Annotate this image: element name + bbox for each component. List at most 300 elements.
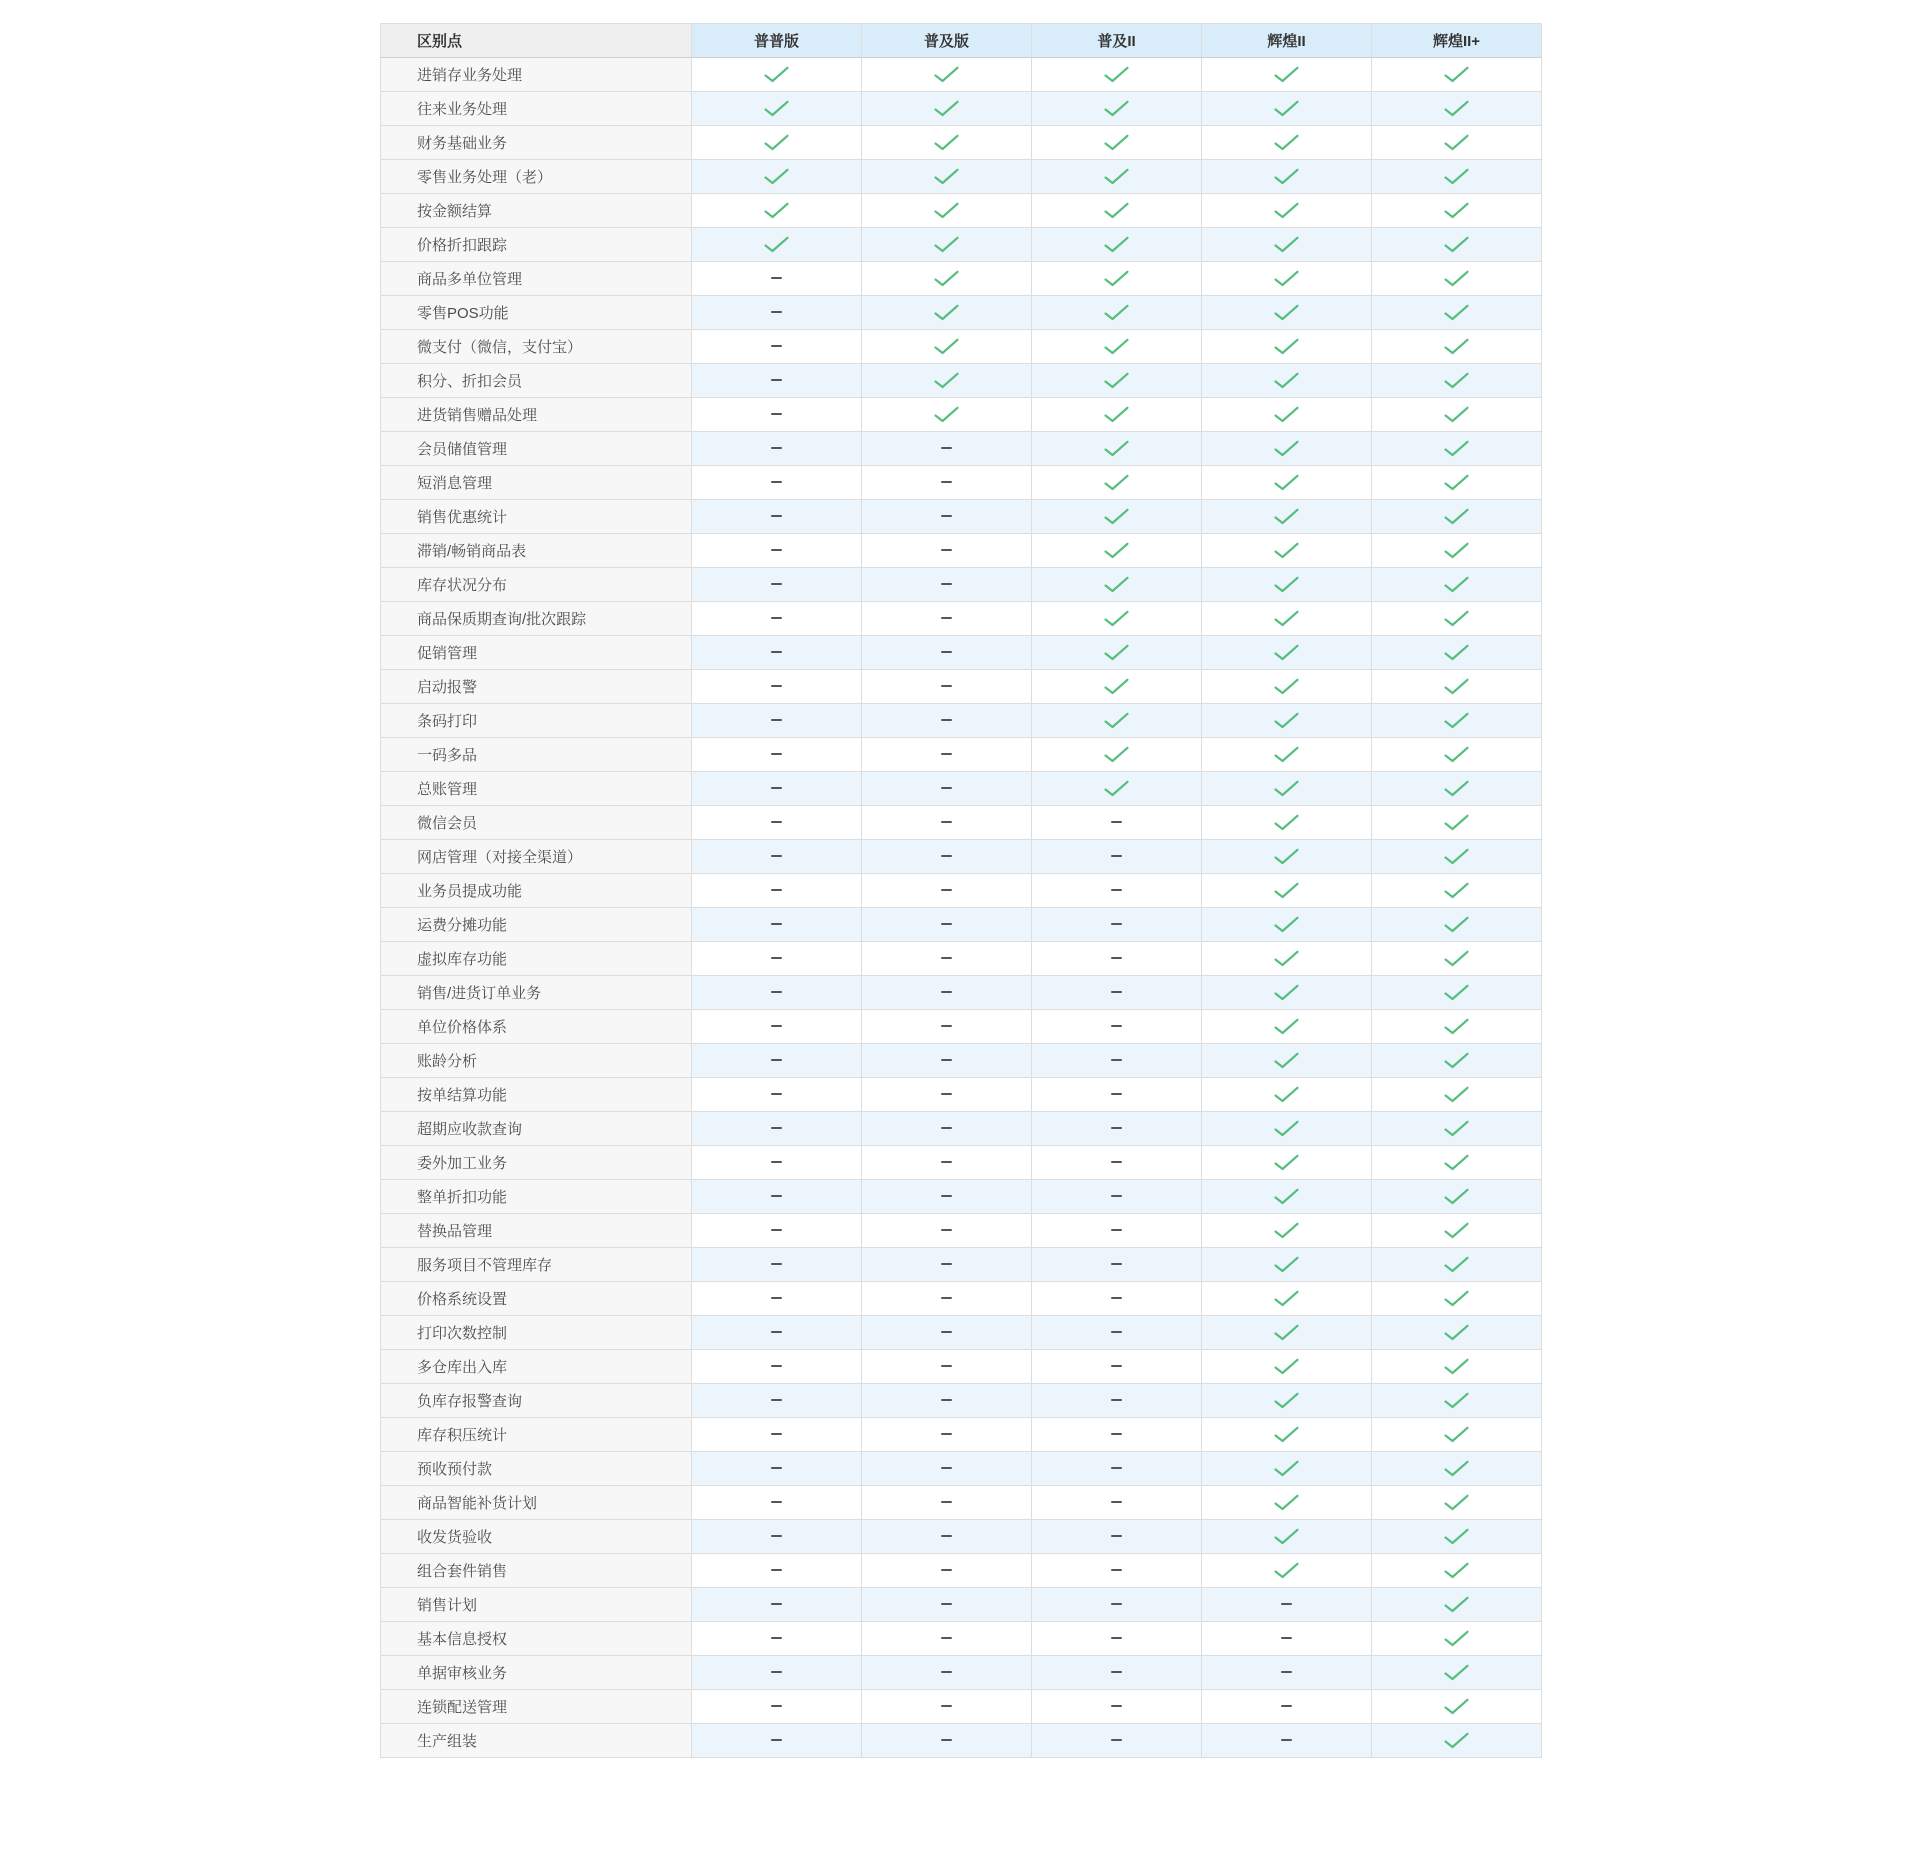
check-icon <box>1273 712 1300 729</box>
check-icon <box>1443 1086 1470 1103</box>
feature-label: 收发货验收 <box>381 1520 692 1554</box>
supported-cell <box>1372 228 1542 262</box>
dash-icon <box>941 1705 952 1707</box>
check-icon <box>1443 474 1470 491</box>
check-icon <box>1273 542 1300 559</box>
not-supported-cell <box>1032 874 1202 908</box>
check-icon <box>1273 100 1300 117</box>
table-row <box>381 1452 1542 1486</box>
not-supported-cell <box>862 1384 1032 1418</box>
not-supported-cell <box>692 1418 862 1452</box>
dash-icon <box>1281 1671 1292 1673</box>
supported-cell <box>862 160 1032 194</box>
not-supported-cell <box>862 500 1032 534</box>
supported-cell <box>1032 568 1202 602</box>
supported-cell <box>1032 92 1202 126</box>
not-supported-cell <box>1032 1214 1202 1248</box>
table-row <box>381 1486 1542 1520</box>
not-supported-cell <box>692 1316 862 1350</box>
supported-cell <box>1372 1554 1542 1588</box>
supported-cell <box>1202 874 1372 908</box>
dash-icon <box>771 1739 782 1741</box>
table-row <box>381 1214 1542 1248</box>
check-icon <box>1273 372 1300 389</box>
check-icon <box>1443 1052 1470 1069</box>
table-row <box>381 1690 1542 1724</box>
not-supported-cell <box>692 1350 862 1384</box>
supported-cell <box>862 228 1032 262</box>
feature-label: 短消息管理 <box>381 466 692 500</box>
not-supported-cell <box>862 1486 1032 1520</box>
dash-icon <box>941 991 952 993</box>
dash-icon <box>1111 1059 1122 1061</box>
dash-icon <box>941 1569 952 1571</box>
check-icon <box>1443 1494 1470 1511</box>
table-row <box>381 126 1542 160</box>
supported-cell <box>1372 364 1542 398</box>
supported-cell <box>1032 262 1202 296</box>
dash-icon <box>1111 1195 1122 1197</box>
dash-icon <box>1111 1025 1122 1027</box>
supported-cell <box>1202 1350 1372 1384</box>
check-icon <box>763 134 790 151</box>
check-icon <box>1103 100 1130 117</box>
dash-icon <box>1111 923 1122 925</box>
supported-cell <box>1202 1554 1372 1588</box>
not-supported-cell <box>1032 1588 1202 1622</box>
dash-icon <box>1111 1739 1122 1741</box>
supported-cell <box>692 126 862 160</box>
check-icon <box>1273 644 1300 661</box>
feature-label: 价格系统设置 <box>381 1282 692 1316</box>
check-icon <box>1273 848 1300 865</box>
not-supported-cell <box>1202 1690 1372 1724</box>
feature-label: 积分、折扣会员 <box>381 364 692 398</box>
supported-cell <box>1372 636 1542 670</box>
table-row <box>381 840 1542 874</box>
not-supported-cell <box>862 874 1032 908</box>
not-supported-cell <box>692 670 862 704</box>
not-supported-cell <box>692 840 862 874</box>
supported-cell <box>692 160 862 194</box>
supported-cell <box>1372 534 1542 568</box>
supported-cell <box>1372 1486 1542 1520</box>
supported-cell <box>1372 602 1542 636</box>
check-icon <box>933 100 960 117</box>
feature-label: 滞销/畅销商品表 <box>381 534 692 568</box>
check-icon <box>1443 236 1470 253</box>
check-icon <box>1443 916 1470 933</box>
not-supported-cell <box>1032 1350 1202 1384</box>
dash-icon <box>941 855 952 857</box>
check-icon <box>1273 270 1300 287</box>
dash-icon <box>1111 1297 1122 1299</box>
not-supported-cell <box>862 602 1032 636</box>
supported-cell <box>1202 228 1372 262</box>
supported-cell <box>1202 500 1372 534</box>
supported-cell <box>1202 602 1372 636</box>
check-icon <box>1273 882 1300 899</box>
check-icon <box>1103 338 1130 355</box>
not-supported-cell <box>862 1520 1032 1554</box>
dash-icon <box>1111 1331 1122 1333</box>
supported-cell <box>1372 194 1542 228</box>
supported-cell <box>1372 92 1542 126</box>
supported-cell <box>1202 296 1372 330</box>
feature-label: 服务项目不管理库存 <box>381 1248 692 1282</box>
supported-cell <box>1202 806 1372 840</box>
supported-cell <box>1372 466 1542 500</box>
check-icon <box>1443 1732 1470 1749</box>
supported-cell <box>1202 194 1372 228</box>
feature-label: 替换品管理 <box>381 1214 692 1248</box>
not-supported-cell <box>692 1452 862 1486</box>
check-icon <box>933 202 960 219</box>
dash-icon <box>941 617 952 619</box>
feature-label: 生产组装 <box>381 1724 692 1758</box>
dash-icon <box>771 753 782 755</box>
dash-icon <box>1111 957 1122 959</box>
table-row <box>381 296 1542 330</box>
table-row <box>381 942 1542 976</box>
table-row <box>381 1010 1542 1044</box>
supported-cell <box>1372 1214 1542 1248</box>
supported-cell <box>1032 670 1202 704</box>
supported-cell <box>1202 840 1372 874</box>
not-supported-cell <box>1032 1622 1202 1656</box>
not-supported-cell <box>1032 1180 1202 1214</box>
not-supported-cell <box>1032 976 1202 1010</box>
check-icon <box>1273 1154 1300 1171</box>
dash-icon <box>771 1127 782 1129</box>
dash-icon <box>941 923 952 925</box>
not-supported-cell <box>862 1248 1032 1282</box>
supported-cell <box>1202 1520 1372 1554</box>
table-row <box>381 1384 1542 1418</box>
feature-label: 商品保质期查询/批次跟踪 <box>381 602 692 636</box>
feature-label: 基本信息授权 <box>381 1622 692 1656</box>
dash-icon <box>771 1093 782 1095</box>
supported-cell <box>1032 296 1202 330</box>
dash-icon <box>771 277 782 279</box>
not-supported-cell <box>862 1350 1032 1384</box>
feature-label: 网店管理（对接全渠道） <box>381 840 692 874</box>
dash-icon <box>941 1263 952 1265</box>
supported-cell <box>1032 330 1202 364</box>
table-body <box>381 58 1542 1758</box>
feature-label: 按金额结算 <box>381 194 692 228</box>
not-supported-cell <box>692 1656 862 1690</box>
dash-icon <box>941 549 952 551</box>
not-supported-cell <box>692 772 862 806</box>
check-icon <box>1443 1698 1470 1715</box>
dash-icon <box>941 1603 952 1605</box>
feature-label: 财务基础业务 <box>381 126 692 160</box>
edition-column-header: 普普版 <box>692 24 862 58</box>
dash-icon <box>771 549 782 551</box>
not-supported-cell <box>862 466 1032 500</box>
not-supported-cell <box>692 1214 862 1248</box>
supported-cell <box>1372 1044 1542 1078</box>
table-row <box>381 1554 1542 1588</box>
supported-cell <box>1032 58 1202 92</box>
check-icon <box>1273 1290 1300 1307</box>
supported-cell <box>1202 1486 1372 1520</box>
check-icon <box>1273 1086 1300 1103</box>
check-icon <box>1443 66 1470 83</box>
supported-cell <box>1372 568 1542 602</box>
table-row <box>381 1078 1542 1112</box>
check-icon <box>933 304 960 321</box>
supported-cell <box>1372 874 1542 908</box>
not-supported-cell <box>692 1724 862 1758</box>
dash-icon <box>1111 889 1122 891</box>
check-icon <box>1273 1460 1300 1477</box>
supported-cell <box>1372 126 1542 160</box>
supported-cell <box>1032 160 1202 194</box>
check-icon <box>1443 576 1470 593</box>
check-icon <box>1273 1358 1300 1375</box>
dash-icon <box>941 1739 952 1741</box>
dash-icon <box>941 957 952 959</box>
dash-icon <box>771 1365 782 1367</box>
not-supported-cell <box>1032 1418 1202 1452</box>
table-row <box>381 1588 1542 1622</box>
check-icon <box>1103 168 1130 185</box>
dash-icon <box>941 1127 952 1129</box>
dash-icon <box>1111 1365 1122 1367</box>
check-icon <box>1443 440 1470 457</box>
not-supported-cell <box>692 1384 862 1418</box>
table-row <box>381 976 1542 1010</box>
check-icon <box>1103 474 1130 491</box>
check-icon <box>1103 576 1130 593</box>
dash-icon <box>1111 1399 1122 1401</box>
feature-label: 运费分摊功能 <box>381 908 692 942</box>
supported-cell <box>1372 1248 1542 1282</box>
supported-cell <box>1372 738 1542 772</box>
check-icon <box>1443 1188 1470 1205</box>
dash-icon <box>1111 1161 1122 1163</box>
not-supported-cell <box>1032 1452 1202 1486</box>
check-icon <box>1273 1188 1300 1205</box>
check-icon <box>1273 304 1300 321</box>
supported-cell <box>1372 1180 1542 1214</box>
check-icon <box>1103 304 1130 321</box>
check-icon <box>1273 780 1300 797</box>
dash-icon <box>771 1297 782 1299</box>
check-icon <box>1273 406 1300 423</box>
not-supported-cell <box>1032 1078 1202 1112</box>
not-supported-cell <box>1032 1554 1202 1588</box>
check-icon <box>1443 1120 1470 1137</box>
supported-cell <box>1372 1282 1542 1316</box>
not-supported-cell <box>862 1690 1032 1724</box>
dash-icon <box>771 1501 782 1503</box>
supported-cell <box>1202 1384 1372 1418</box>
table-row <box>381 806 1542 840</box>
supported-cell <box>862 194 1032 228</box>
not-supported-cell <box>692 1248 862 1282</box>
check-icon <box>1443 644 1470 661</box>
dash-icon <box>771 447 782 449</box>
feature-label: 单位价格体系 <box>381 1010 692 1044</box>
check-icon <box>1273 1120 1300 1137</box>
check-icon <box>763 66 790 83</box>
not-supported-cell <box>862 1146 1032 1180</box>
dash-icon <box>1281 1637 1292 1639</box>
supported-cell <box>1202 466 1372 500</box>
dash-icon <box>1111 991 1122 993</box>
supported-cell <box>1372 500 1542 534</box>
supported-cell <box>1372 1588 1542 1622</box>
supported-cell <box>1202 432 1372 466</box>
table-row <box>381 1724 1542 1758</box>
dash-icon <box>941 515 952 517</box>
table-row <box>381 330 1542 364</box>
supported-cell <box>1202 636 1372 670</box>
supported-cell <box>1202 1282 1372 1316</box>
not-supported-cell <box>1032 1316 1202 1350</box>
feature-label: 零售业务处理（老） <box>381 160 692 194</box>
supported-cell <box>862 296 1032 330</box>
check-icon <box>933 236 960 253</box>
check-icon <box>763 236 790 253</box>
check-icon <box>1443 1018 1470 1035</box>
not-supported-cell <box>692 1690 862 1724</box>
check-icon <box>1273 134 1300 151</box>
supported-cell <box>1032 704 1202 738</box>
check-icon <box>1443 780 1470 797</box>
not-supported-cell <box>862 670 1032 704</box>
supported-cell <box>692 194 862 228</box>
feature-label: 价格折扣跟踪 <box>381 228 692 262</box>
not-supported-cell <box>1032 1690 1202 1724</box>
supported-cell <box>1032 126 1202 160</box>
check-icon <box>1103 780 1130 797</box>
check-icon <box>1273 474 1300 491</box>
table-row <box>381 636 1542 670</box>
supported-cell <box>1032 534 1202 568</box>
not-supported-cell <box>692 466 862 500</box>
dash-icon <box>771 1161 782 1163</box>
not-supported-cell <box>692 500 862 534</box>
not-supported-cell <box>862 1044 1032 1078</box>
dash-icon <box>941 481 952 483</box>
supported-cell <box>1202 1248 1372 1282</box>
not-supported-cell <box>692 1044 862 1078</box>
check-icon <box>1273 1528 1300 1545</box>
check-icon <box>1443 1392 1470 1409</box>
supported-cell <box>1202 1078 1372 1112</box>
table-row <box>381 1520 1542 1554</box>
check-icon <box>1273 1222 1300 1239</box>
supported-cell <box>1032 500 1202 534</box>
dash-icon <box>771 1637 782 1639</box>
not-supported-cell <box>862 1588 1032 1622</box>
not-supported-cell <box>1032 1248 1202 1282</box>
not-supported-cell <box>692 364 862 398</box>
supported-cell <box>1372 262 1542 296</box>
feature-label: 销售优惠统计 <box>381 500 692 534</box>
dash-icon <box>771 787 782 789</box>
not-supported-cell <box>862 1724 1032 1758</box>
dash-icon <box>771 515 782 517</box>
dash-icon <box>941 651 952 653</box>
supported-cell <box>1372 1520 1542 1554</box>
table-row <box>381 364 1542 398</box>
supported-cell <box>1032 602 1202 636</box>
check-icon <box>1443 1256 1470 1273</box>
dash-icon <box>771 1331 782 1333</box>
supported-cell <box>1372 704 1542 738</box>
supported-cell <box>1202 1146 1372 1180</box>
not-supported-cell <box>1032 1112 1202 1146</box>
supported-cell <box>1202 330 1372 364</box>
check-icon <box>1443 984 1470 1001</box>
header-row <box>381 24 1542 58</box>
supported-cell <box>1372 398 1542 432</box>
not-supported-cell <box>1032 806 1202 840</box>
check-icon <box>1443 712 1470 729</box>
feature-label: 总账管理 <box>381 772 692 806</box>
feature-label: 负库存报警查询 <box>381 1384 692 1418</box>
table-row <box>381 704 1542 738</box>
supported-cell <box>1202 772 1372 806</box>
check-icon <box>1443 1460 1470 1477</box>
not-supported-cell <box>1032 1520 1202 1554</box>
dash-icon <box>771 1229 782 1231</box>
check-icon <box>933 372 960 389</box>
not-supported-cell <box>862 942 1032 976</box>
not-supported-cell <box>692 398 862 432</box>
table-row <box>381 1044 1542 1078</box>
feature-label: 委外加工业务 <box>381 1146 692 1180</box>
feature-label: 整单折扣功能 <box>381 1180 692 1214</box>
dash-icon <box>1111 1501 1122 1503</box>
dash-icon <box>771 1195 782 1197</box>
table-row <box>381 772 1542 806</box>
not-supported-cell <box>862 1282 1032 1316</box>
dash-icon <box>1111 1433 1122 1435</box>
check-icon <box>1273 168 1300 185</box>
check-icon <box>1273 338 1300 355</box>
not-supported-cell <box>692 636 862 670</box>
table-row <box>381 92 1542 126</box>
dash-icon <box>941 1195 952 1197</box>
check-icon <box>1273 1392 1300 1409</box>
feature-label: 销售/进货订单业务 <box>381 976 692 1010</box>
check-icon <box>1273 1494 1300 1511</box>
supported-cell <box>862 398 1032 432</box>
not-supported-cell <box>692 432 862 466</box>
check-icon <box>933 168 960 185</box>
not-supported-cell <box>1202 1724 1372 1758</box>
not-supported-cell <box>1032 1010 1202 1044</box>
dash-icon <box>1281 1739 1292 1741</box>
dash-icon <box>771 413 782 415</box>
dash-icon <box>941 1161 952 1163</box>
dash-icon <box>771 651 782 653</box>
feature-label: 进销存业务处理 <box>381 58 692 92</box>
feature-label: 虚拟库存功能 <box>381 942 692 976</box>
not-supported-cell <box>862 1010 1032 1044</box>
edition-column-header: 普及版 <box>862 24 1032 58</box>
not-supported-cell <box>692 262 862 296</box>
table-row <box>381 262 1542 296</box>
dash-icon <box>1111 1603 1122 1605</box>
not-supported-cell <box>862 1554 1032 1588</box>
